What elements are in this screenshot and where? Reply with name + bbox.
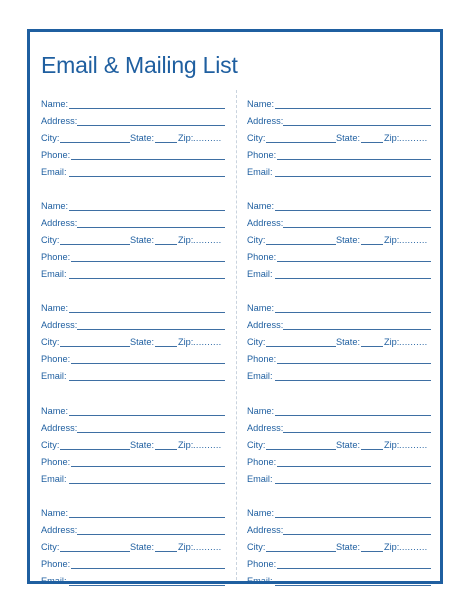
zip-input-dots[interactable]: .......... (399, 337, 428, 347)
name-input-line[interactable] (69, 210, 225, 211)
address-field-c2-e3[interactable] (247, 319, 431, 331)
city-label: City: (247, 133, 266, 143)
phone-field-c1-e4[interactable] (41, 456, 225, 468)
phone-field-c2-e4[interactable] (247, 456, 431, 468)
zip-label: Zip: (178, 133, 194, 143)
city-input-line[interactable] (60, 346, 130, 347)
city-label: City: (247, 337, 266, 347)
state-input-line[interactable] (361, 244, 383, 245)
phone-field-c1-e5[interactable] (41, 558, 225, 570)
zip-input-dots[interactable]: .......... (399, 235, 428, 245)
city-state-zip-field-c2-e4[interactable] (247, 439, 431, 451)
address-label: Address: (41, 320, 78, 330)
name-input-line[interactable] (275, 517, 431, 518)
email-field-c1-e3[interactable] (41, 370, 225, 382)
zip-label: Zip: (178, 542, 194, 552)
email-label: Email: (247, 167, 273, 177)
email-input-line[interactable] (69, 380, 225, 381)
name-field-c1-e4[interactable] (41, 405, 225, 417)
phone-label: Phone: (247, 150, 277, 160)
name-input-line[interactable] (275, 415, 431, 416)
email-field-c1-e5[interactable] (41, 575, 225, 587)
phone-input-line[interactable] (71, 159, 225, 160)
city-input-line[interactable] (266, 551, 336, 552)
zip-input-dots[interactable]: .......... (193, 337, 222, 347)
zip-input-dots[interactable]: .......... (193, 542, 222, 552)
zip-label: Zip: (178, 235, 194, 245)
phone-field-c1-e3[interactable] (41, 353, 225, 365)
email-field-c2-e1[interactable] (247, 166, 431, 178)
page-title: Email & Mailing List (41, 52, 238, 78)
name-input-line[interactable] (275, 108, 431, 109)
address-label: Address: (41, 525, 78, 535)
email-field-c2-e5[interactable] (247, 575, 431, 587)
zip-input-dots[interactable]: .......... (399, 440, 428, 450)
city-state-zip-field-c1-e4[interactable] (41, 439, 225, 451)
name-label: Name: (41, 406, 69, 416)
phone-field-c2-e5[interactable] (247, 558, 431, 570)
email-input-line[interactable] (69, 176, 225, 177)
address-field-c2-e1[interactable] (247, 115, 431, 127)
zip-label: Zip: (178, 440, 194, 450)
name-input-line[interactable] (275, 312, 431, 313)
state-input-line[interactable] (361, 346, 383, 347)
city-label: City: (247, 440, 266, 450)
phone-input-line[interactable] (277, 363, 431, 364)
address-field-c1-e3[interactable] (41, 319, 225, 331)
name-label: Name: (247, 201, 275, 211)
city-state-zip-field-c2-e5[interactable] (247, 541, 431, 553)
city-input-line[interactable] (266, 142, 336, 143)
address-field-c2-e4[interactable] (247, 422, 431, 434)
email-label: Email: (41, 167, 67, 177)
name-field-c2-e2[interactable] (247, 200, 431, 212)
state-input-line[interactable] (155, 449, 177, 450)
address-label: Address: (41, 218, 78, 228)
address-field-c2-e5[interactable] (247, 524, 431, 536)
name-input-line[interactable] (275, 210, 431, 211)
email-field-c1-e4[interactable] (41, 473, 225, 485)
name-label: Name: (247, 406, 275, 416)
state-label: State: (130, 542, 155, 552)
email-field-c2-e2[interactable] (247, 268, 431, 280)
city-state-zip-field-c1-e5[interactable] (41, 541, 225, 553)
phone-input-line[interactable] (71, 261, 225, 262)
city-state-zip-field-c2-e2[interactable] (247, 234, 431, 246)
state-label: State: (336, 337, 361, 347)
phone-field-c1-e2[interactable] (41, 251, 225, 263)
name-label: Name: (41, 201, 69, 211)
phone-label: Phone: (41, 354, 71, 364)
address-label: Address: (247, 116, 284, 126)
address-label: Address: (41, 423, 78, 433)
email-input-line[interactable] (275, 585, 431, 586)
city-input-line[interactable] (266, 244, 336, 245)
city-state-zip-field-c1-e1[interactable] (41, 132, 225, 144)
column-divider (236, 90, 237, 580)
phone-label: Phone: (41, 457, 71, 467)
city-label: City: (41, 133, 60, 143)
state-label: State: (336, 235, 361, 245)
address-input-line[interactable] (77, 227, 225, 228)
state-input-line[interactable] (155, 244, 177, 245)
address-label: Address: (247, 218, 284, 228)
phone-input-line[interactable] (71, 568, 225, 569)
phone-field-c2-e2[interactable] (247, 251, 431, 263)
city-state-zip-field-c1-e2[interactable] (41, 234, 225, 246)
name-label: Name: (247, 303, 275, 313)
email-field-c2-e3[interactable] (247, 370, 431, 382)
email-input-line[interactable] (275, 483, 431, 484)
city-label: City: (247, 235, 266, 245)
email-label: Email: (247, 576, 273, 586)
email-label: Email: (247, 269, 273, 279)
address-field-c1-e5[interactable] (41, 524, 225, 536)
zip-label: Zip: (384, 235, 400, 245)
city-label: City: (41, 440, 60, 450)
address-field-c2-e2[interactable] (247, 217, 431, 229)
address-input-line[interactable] (77, 125, 225, 126)
name-input-line[interactable] (69, 517, 225, 518)
address-input-line[interactable] (77, 432, 225, 433)
email-label: Email: (41, 474, 67, 484)
city-state-zip-field-c2-e1[interactable] (247, 132, 431, 144)
phone-input-line[interactable] (277, 261, 431, 262)
zip-input-dots[interactable]: .......... (399, 133, 428, 143)
name-field-c1-e3[interactable] (41, 302, 225, 314)
email-input-line[interactable] (69, 278, 225, 279)
state-label: State: (130, 133, 155, 143)
address-input-line[interactable] (77, 329, 225, 330)
phone-field-c1-e1[interactable] (41, 149, 225, 161)
phone-field-c2-e3[interactable] (247, 353, 431, 365)
city-input-line[interactable] (60, 449, 130, 450)
state-input-line[interactable] (361, 142, 383, 143)
zip-label: Zip: (384, 542, 400, 552)
state-input-line[interactable] (361, 551, 383, 552)
email-input-line[interactable] (69, 483, 225, 484)
state-input-line[interactable] (361, 449, 383, 450)
name-field-c2-e5[interactable] (247, 507, 431, 519)
city-label: City: (41, 235, 60, 245)
email-label: Email: (41, 269, 67, 279)
phone-input-line[interactable] (277, 568, 431, 569)
name-field-c2-e1[interactable] (247, 98, 431, 110)
phone-label: Phone: (247, 457, 277, 467)
email-field-c1-e1[interactable] (41, 166, 225, 178)
email-label: Email: (41, 576, 67, 586)
phone-label: Phone: (41, 252, 71, 262)
name-label: Name: (41, 508, 69, 518)
zip-label: Zip: (178, 337, 194, 347)
city-state-zip-field-c2-e3[interactable] (247, 336, 431, 348)
city-input-line[interactable] (60, 551, 130, 552)
name-field-c2-e3[interactable] (247, 302, 431, 314)
phone-input-line[interactable] (277, 159, 431, 160)
city-input-line[interactable] (266, 346, 336, 347)
state-label: State: (336, 542, 361, 552)
email-input-line[interactable] (69, 585, 225, 586)
email-label: Email: (247, 474, 273, 484)
address-input-line[interactable] (283, 534, 431, 535)
city-label: City: (247, 542, 266, 552)
email-input-line[interactable] (275, 176, 431, 177)
name-input-line[interactable] (69, 415, 225, 416)
name-label: Name: (41, 99, 69, 109)
phone-field-c2-e1[interactable] (247, 149, 431, 161)
zip-label: Zip: (384, 440, 400, 450)
phone-label: Phone: (41, 559, 71, 569)
city-label: City: (41, 337, 60, 347)
email-field-c1-e2[interactable] (41, 268, 225, 280)
state-label: State: (130, 337, 155, 347)
email-label: Email: (41, 371, 67, 381)
phone-input-line[interactable] (71, 363, 225, 364)
zip-label: Zip: (384, 133, 400, 143)
name-field-c1-e1[interactable] (41, 98, 225, 110)
address-field-c1-e4[interactable] (41, 422, 225, 434)
email-field-c2-e4[interactable] (247, 473, 431, 485)
zip-input-dots[interactable]: .......... (399, 542, 428, 552)
zip-input-dots[interactable]: .......... (193, 235, 222, 245)
phone-label: Phone: (247, 354, 277, 364)
email-label: Email: (247, 371, 273, 381)
city-label: City: (41, 542, 60, 552)
address-field-c1-e2[interactable] (41, 217, 225, 229)
city-state-zip-field-c1-e3[interactable] (41, 336, 225, 348)
phone-input-line[interactable] (277, 466, 431, 467)
city-input-line[interactable] (60, 142, 130, 143)
name-field-c1-e2[interactable] (41, 200, 225, 212)
state-label: State: (130, 235, 155, 245)
email-input-line[interactable] (275, 278, 431, 279)
address-input-line[interactable] (283, 227, 431, 228)
address-label: Address: (247, 320, 284, 330)
address-input-line[interactable] (283, 125, 431, 126)
address-input-line[interactable] (283, 432, 431, 433)
name-input-line[interactable] (69, 312, 225, 313)
address-label: Address: (247, 525, 284, 535)
address-input-line[interactable] (283, 329, 431, 330)
address-label: Address: (41, 116, 78, 126)
state-label: State: (130, 440, 155, 450)
name-input-line[interactable] (69, 108, 225, 109)
name-label: Name: (247, 99, 275, 109)
zip-label: Zip: (384, 337, 400, 347)
city-input-line[interactable] (266, 449, 336, 450)
phone-label: Phone: (41, 150, 71, 160)
address-input-line[interactable] (77, 534, 225, 535)
zip-input-dots[interactable]: .......... (193, 133, 222, 143)
address-field-c1-e1[interactable] (41, 115, 225, 127)
phone-label: Phone: (247, 252, 277, 262)
state-input-line[interactable] (155, 142, 177, 143)
state-label: State: (336, 133, 361, 143)
name-field-c1-e5[interactable] (41, 507, 225, 519)
phone-input-line[interactable] (71, 466, 225, 467)
name-label: Name: (41, 303, 69, 313)
state-label: State: (336, 440, 361, 450)
state-input-line[interactable] (155, 346, 177, 347)
state-input-line[interactable] (155, 551, 177, 552)
phone-label: Phone: (247, 559, 277, 569)
name-field-c2-e4[interactable] (247, 405, 431, 417)
city-input-line[interactable] (60, 244, 130, 245)
zip-input-dots[interactable]: .......... (193, 440, 222, 450)
address-label: Address: (247, 423, 284, 433)
name-label: Name: (247, 508, 275, 518)
email-input-line[interactable] (275, 380, 431, 381)
